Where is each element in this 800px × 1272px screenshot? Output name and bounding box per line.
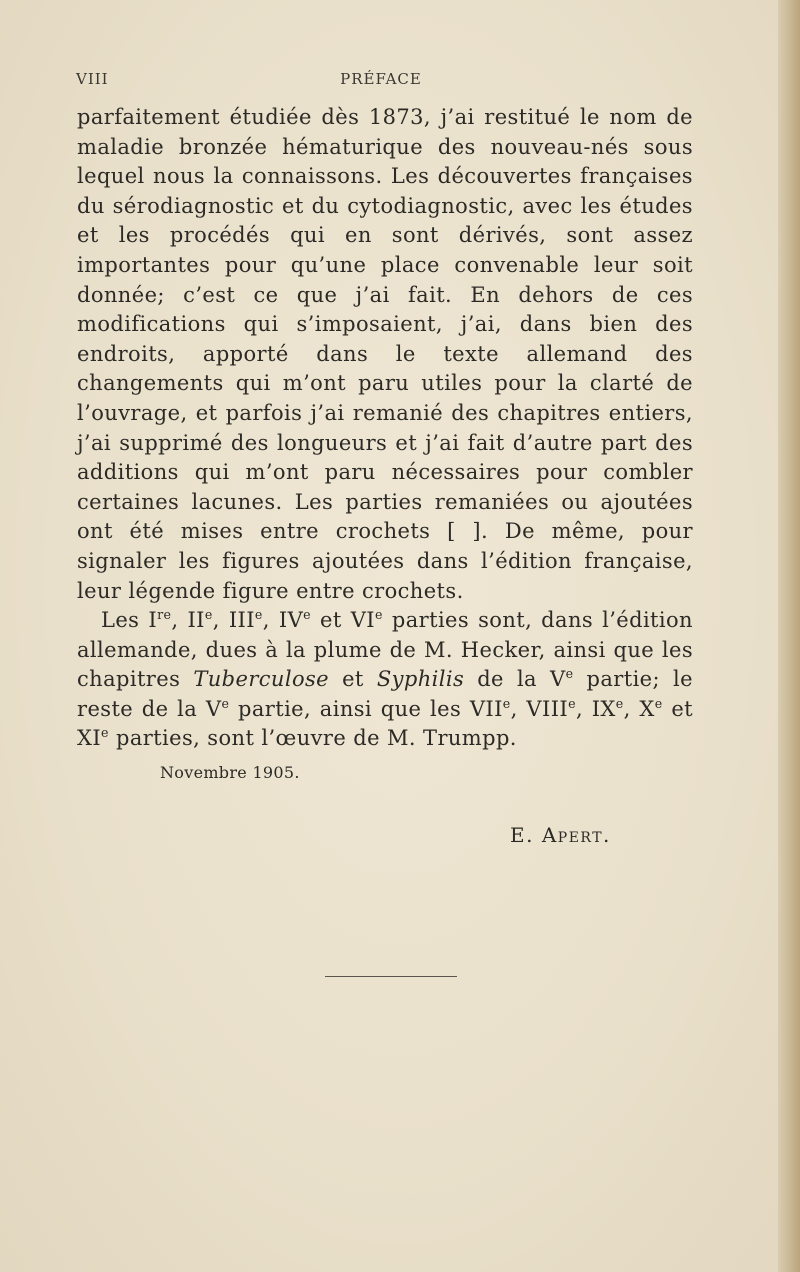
body-text (77, 103, 693, 754)
closing-rule (325, 976, 457, 977)
signature-surname: Apert. (541, 823, 611, 847)
running-title: PRÉFACE (340, 70, 422, 88)
paragraph-2: Les Ire, IIe, IIIe, IVe et VIe parties sont, dans l’édition allemande, dues à la plume de M. Hecker, ainsi que les chapitres Tuberculose et Syphilis de la Ve partie; le reste de la Ve partie, ainsi que les VIIe, VIIIe, IXe, Xe et XIe parties, sont l’œuvre de M. Trumpp. (77, 607, 693, 751)
page-number: VIII (76, 70, 109, 88)
italic-tuberculose: Tuberculose (193, 667, 330, 692)
page-edge (778, 0, 800, 1272)
italic-syphilis: Syphilis (376, 667, 465, 692)
date-line: Novembre 1905. (160, 763, 300, 782)
paragraph-1: parfaitement étudiée dès 1873, j’ai restitué le nom de maladie bronzée hématurique des nouveau-nés sous lequel nous la connaissons. Les découvertes françaises du sérodiagnostic et du cytodiagnostic, avec les études et les procédés qui en sont dérivés, sont assez importantes pour qu’une place convenable leur soit donnée; c’est ce que j’ai fait. En dehors de ces modifications qui s’imposaient, j’ai, dans bien des endroits, apporté dans le texte allemand des changements qui m’ont paru utiles pour la clarté de l’ouvrage, et parfois j’ai remanié des chapitres entiers, j’ai supprimé des longueurs et j’ai fait d’autre part des additions qui m’ont paru nécessaires pour combler certaines lacunes. Les parties remaniées ou ajoutées ont été mises entre crochets [ ]. De même, pour signaler les figures ajoutées dans l’édition française, leur légende figure entre crochets. (77, 105, 693, 603)
signature: E. Apert. (510, 823, 611, 847)
running-head (76, 70, 696, 94)
